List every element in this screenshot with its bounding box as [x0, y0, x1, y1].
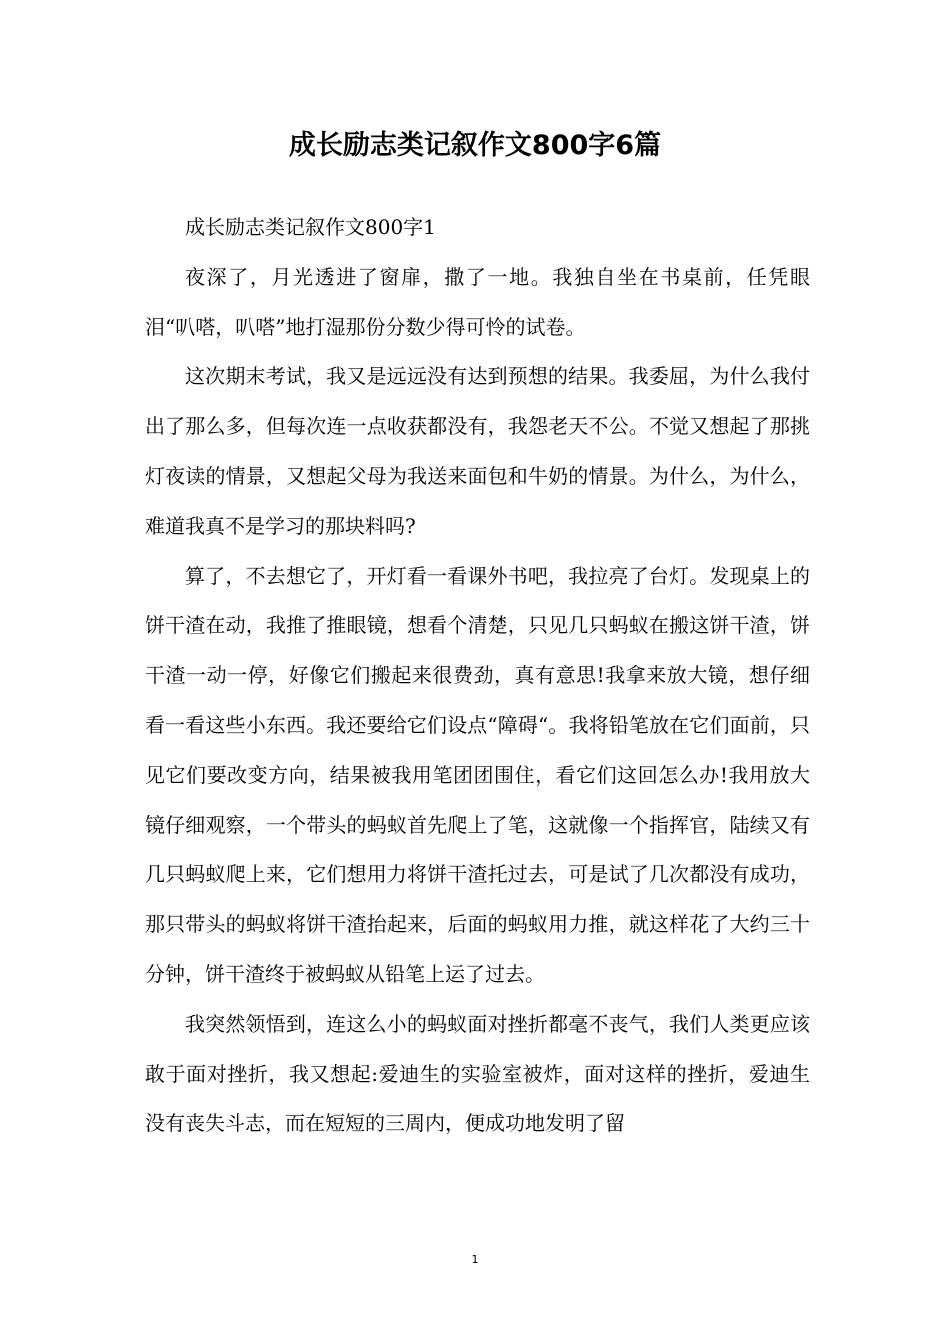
section-heading: 成长励志类记叙作文800字1: [185, 215, 436, 239]
document-body: [145, 203, 810, 1149]
page-number: 1: [471, 1253, 479, 1266]
paragraph: 我突然领悟到，连这么小的蚂蚁面对挫折都毫不丧气，我们人类更应该敢于面对挫折，我又想起:爱迪生的实验室被炸，面对这样的挫折，爱迪生没有丧失斗志，而在短短的三周内，便成功地发明了留: [145, 1011, 810, 1136]
paragraph: 算了，不去想它了，开灯看一看课外书吧，我拉亮了台灯。发现桌上的饼干渣在动，我推了推眼镜，想看个清楚，只见几只蚂蚁在搬这饼干渣，饼干渣一动一停，好像它们搬起来很费劲，真有意思!我拿来放大镜，想仔细看一看这些小东西。我还要给它们设点“障碍“。我将铅笔放在它们面前，只见它们要改变方向，结果被我用笔团团围住，看它们这回怎么办!我用放大镜仔细观察，一个带头的蚂蚁首先爬上了笔，这就像一个指挥官，陆续又有几只蚂蚁爬上来，它们想用力将饼干渣托过去，可是试了几次都没有成功，那只带头的蚂蚁将饼干渣抬起来，后面的蚂蚁用力推，就这样花了大约三十分钟，饼干渣终于被蚂蚁从铅笔上运了过去。: [145, 563, 810, 986]
paragraph: 这次期末考试，我又是远远没有达到预想的结果。我委屈，为什么我付出了那么多，但每次连一点收获都没有，我怨老天不公。不觉又想起了那挑灯夜读的情景，又想起父母为我送来面包和牛奶的情景。为什么，为什么，难道我真不是学习的那块料吗?: [145, 364, 810, 538]
paragraph: 夜深了，月光透进了窗扉，撒了一地。我独自坐在书桌前，任凭眼泪“叭嗒，叭嗒”地打湿那份分数少得可怜的试卷。: [145, 264, 810, 339]
document-title: 成长励志类记叙作文800字6篇: [288, 130, 662, 161]
